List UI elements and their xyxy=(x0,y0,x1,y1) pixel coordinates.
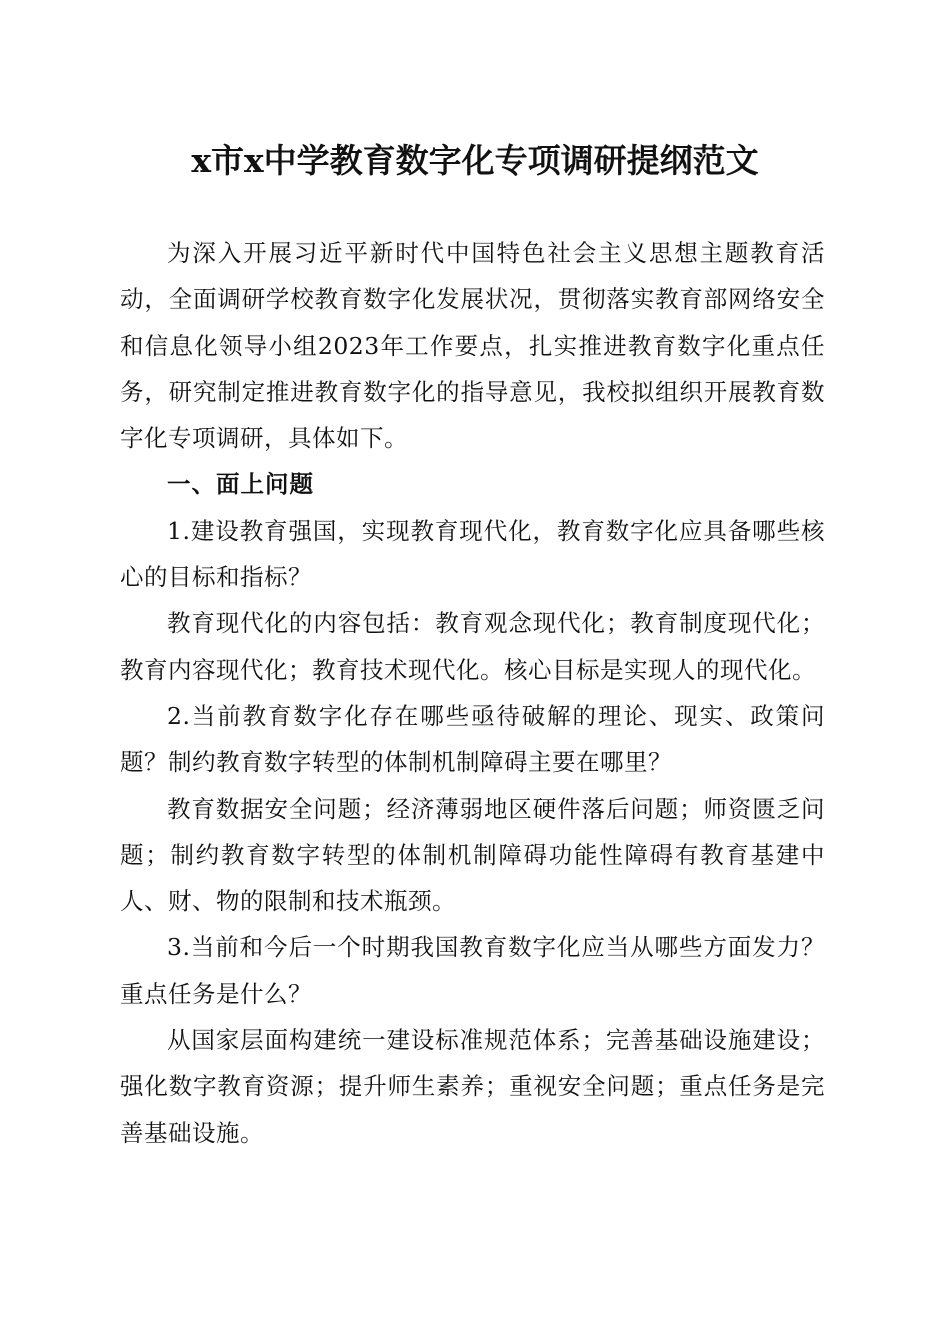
document-body xyxy=(120,230,825,1156)
section-heading: 一、面上问题 xyxy=(167,470,314,499)
document-title: x市x中学教育数字化专项调研提纲范文 xyxy=(191,141,759,180)
answer-3: 从国家层面构建统一建设标准规范体系；完善基础设施建设；强化数字教育资源；提升师生素养；重视安全问题；重点任务是完善基础设施。 xyxy=(120,1026,825,1147)
intro-paragraph: 为深入开展习近平新时代中国特色社会主义思想主题教育活动，全面调研学校教育数字化发展状况，贯彻落实教育部网络安全和信息化领导小组2023年工作要点，扎实推进教育数字化重点任务，研究制定推进教育数字化的指导意见，我校拟组织开展教育数字化专项调研，具体如下。 xyxy=(120,239,825,453)
answer-2: 教育数据安全问题；经济薄弱地区硬件落后问题；师资匮乏问题；制约教育数字转型的体制机制障碍功能性障碍有教育基建中人、财、物的限制和技术瓶颈。 xyxy=(120,794,825,916)
question-1: 1.建设教育强国，实现教育现代化，教育数字化应具备哪些核心的目标和指标？ xyxy=(120,516,825,592)
question-3: 3.当前和今后一个时期我国教育数字化应当从哪些方面发力？重点任务是什么？ xyxy=(120,933,825,1008)
question-2: 2.当前教育数字化存在哪些亟待破解的理论、现实、政策问题？制约教育数字转型的体制机制障碍主要在哪里？ xyxy=(120,701,825,777)
answer-1: 教育现代化的内容包括：教育观念现代化；教育制度现代化；教育内容现代化；教育技术现代化。核心目标是实现人的现代化。 xyxy=(120,609,825,684)
